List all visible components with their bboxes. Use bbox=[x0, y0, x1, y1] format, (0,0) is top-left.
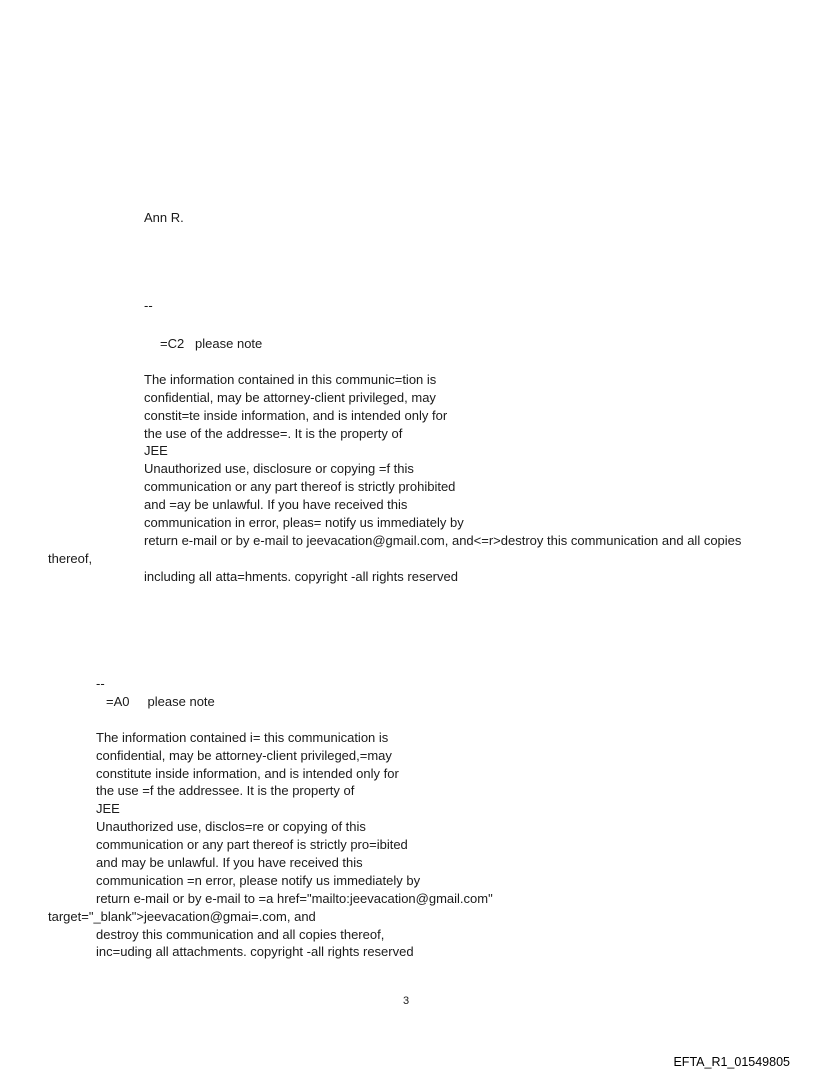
please-note-heading-1: =C2 please note bbox=[160, 336, 263, 351]
disclaimer-line: communication or any part thereof is strictly prohibited bbox=[144, 479, 456, 494]
disclaimer-line: destroy this communication and all copies thereof, bbox=[96, 927, 385, 942]
disclaimer-line: inc=uding all attachments. copyright -all rights reserved bbox=[96, 944, 414, 959]
disclaimer-line: confidential, may be attorney-client privileged, may bbox=[144, 390, 436, 405]
disclaimer-line: return e-mail or by e-mail to =a href="mailto:jeevacation@gmail.com" bbox=[96, 891, 493, 906]
disclaimer-line: target="_blank">jeevacation@gmai=.com, and bbox=[48, 909, 316, 924]
disclaimer-line: communication =n error, please notify us immediately by bbox=[96, 873, 421, 888]
disclaimer-line: and may be unlawful. If you have received this bbox=[96, 855, 363, 870]
page-number: 3 bbox=[403, 995, 410, 1007]
document-id: EFTA_R1_01549805 bbox=[673, 1055, 790, 1069]
please-note-heading-2: =A0 please note bbox=[106, 694, 215, 709]
disclaimer-line: Unauthorized use, disclos=re or copying of this bbox=[96, 819, 366, 834]
disclaimer-line: communication or any part thereof is strictly pro=ibited bbox=[96, 837, 408, 852]
disclaimer-line: return e-mail or by e-mail to jeevacation@gmail.com, and<=r>destroy this communication and all copies bbox=[144, 533, 742, 548]
disclaimer-line: JEE bbox=[96, 801, 120, 816]
disclaimer-line: and =ay be unlawful. If you have received this bbox=[144, 497, 408, 512]
disclaimer-line: constit=te inside information, and is intended only for bbox=[144, 408, 448, 423]
separator-1: -- bbox=[144, 298, 153, 313]
disclaimer-line: constitute inside information, and is intended only for bbox=[96, 766, 399, 781]
disclaimer-line: Unauthorized use, disclosure or copying =f this bbox=[144, 461, 414, 476]
disclaimer-line: JEE bbox=[144, 443, 168, 458]
disclaimer-line: the use =f the addressee. It is the property of bbox=[96, 783, 355, 798]
disclaimer-line: The information contained i= this communication is bbox=[96, 730, 389, 745]
disclaimer-line: confidential, may be attorney-client privileged,=may bbox=[96, 748, 392, 763]
disclaimer-line: The information contained in this communic=tion is bbox=[144, 372, 437, 387]
separator-2: -- bbox=[96, 676, 105, 691]
disclaimer-line: including all atta=hments. copyright -all rights reserved bbox=[144, 569, 458, 584]
disclaimer-line: thereof, bbox=[48, 551, 93, 566]
disclaimer-line: communication in error, pleas= notify us immediately by bbox=[144, 515, 464, 530]
disclaimer-line: the use of the addresse=. It is the property of bbox=[144, 426, 403, 441]
signature: Ann R. bbox=[144, 210, 184, 225]
